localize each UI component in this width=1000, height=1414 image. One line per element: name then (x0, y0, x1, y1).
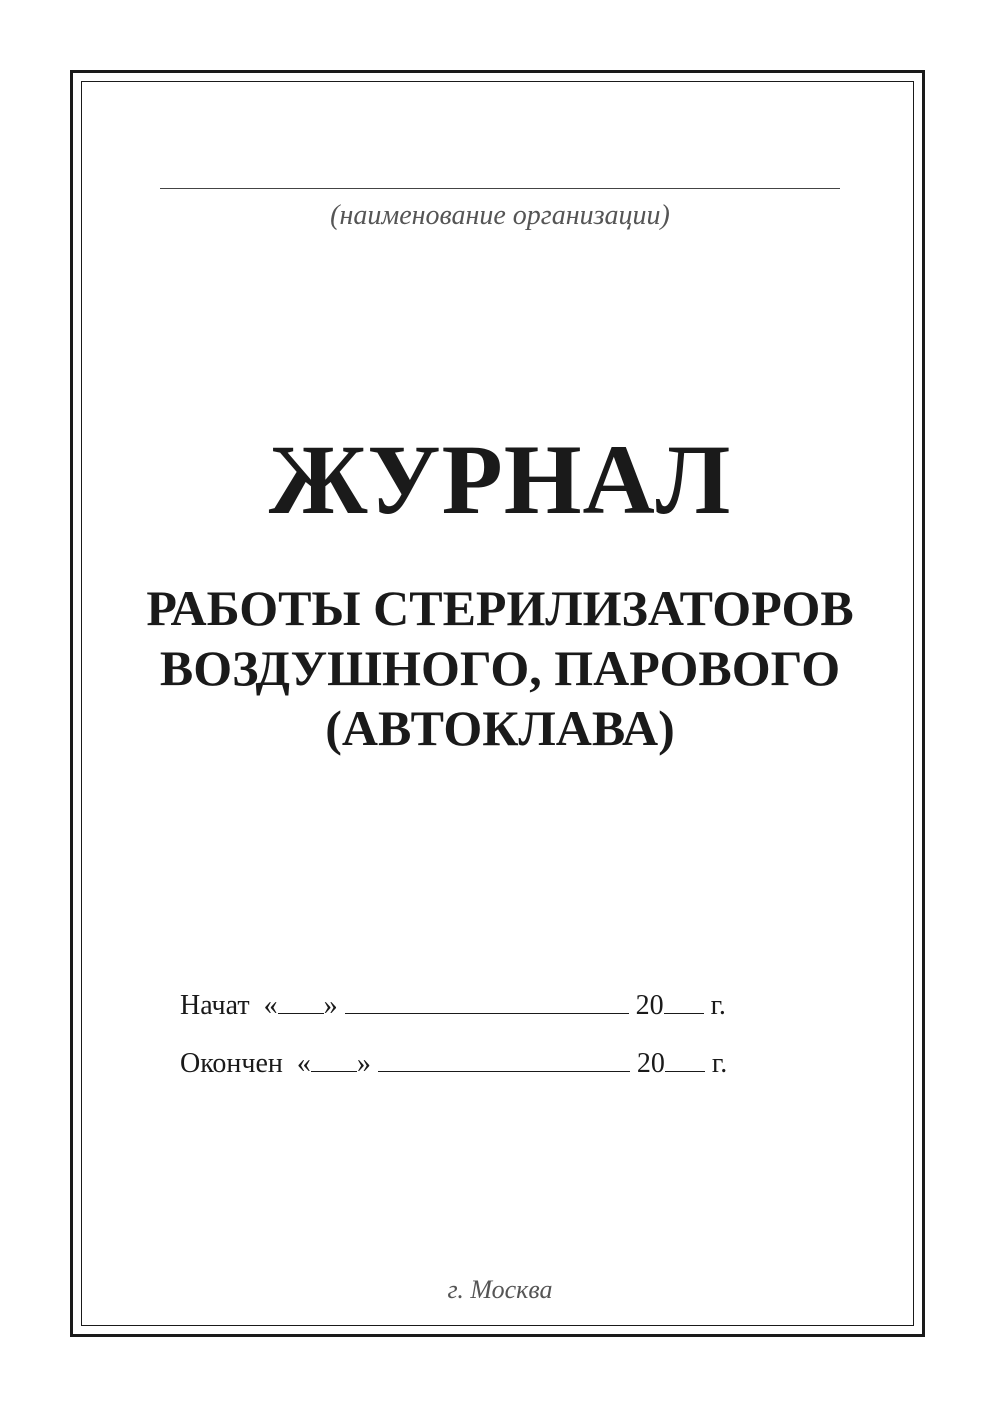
start-year-suffix: г. (710, 990, 726, 1021)
end-year-prefix: 20 (636, 1048, 665, 1079)
city-label: г. Москва (447, 1275, 553, 1304)
end-open-quote: « (296, 1048, 311, 1079)
organization-caption: (наименование организации) (330, 200, 670, 231)
subtitle-line: (АВТОКЛАВА) (325, 700, 675, 756)
start-year-prefix: 20 (635, 990, 664, 1021)
end-year-suffix: г. (711, 1048, 728, 1079)
journal-title: ЖУРНАЛ (268, 424, 732, 535)
start-date-row (180, 990, 726, 1022)
subtitle-line: РАБОТЫ СТЕРИЛИЗАТОРОВ (146, 580, 854, 636)
end-day-blank[interactable] (311, 1049, 357, 1072)
end-close-quote: » (356, 1048, 371, 1079)
start-close-quote: » (323, 990, 338, 1021)
start-year-blank[interactable] (664, 991, 704, 1014)
organization-name-line (160, 188, 840, 189)
end-label: Окончен (180, 1048, 283, 1079)
journal-subtitle (0, 578, 1000, 758)
start-open-quote: « (263, 990, 278, 1021)
end-month-blank[interactable] (378, 1049, 630, 1072)
start-month-blank[interactable] (345, 991, 629, 1014)
subtitle-line: ВОЗДУШНОГО, ПАРОВОГО (159, 640, 841, 696)
end-date-row (180, 1048, 727, 1080)
end-year-blank[interactable] (665, 1049, 705, 1072)
start-label: Начат (180, 990, 250, 1021)
start-day-blank[interactable] (278, 991, 324, 1014)
